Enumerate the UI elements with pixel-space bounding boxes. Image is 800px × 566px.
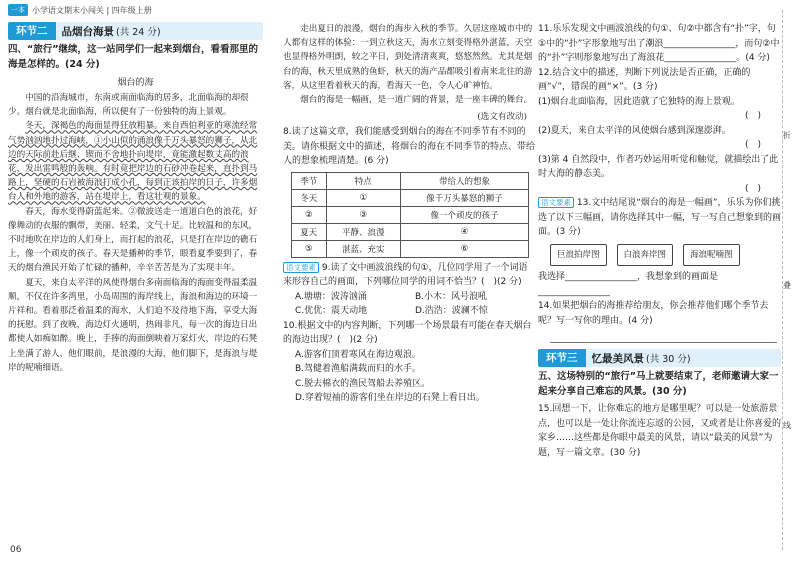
question-9: [283, 261, 535, 319]
answer-prompt[interactable]: 我选择________________，我想象到的画面是________________: [538, 272, 719, 297]
question-15-text: 15.回想一下，让你难忘的地方是哪里呢？可以是一处旅游景点，也可以是一处让你流连忘返的公园，又或者是让你喜爱的家乡……这些都是你眼中最美的风景，请以“最美的风景”为题，写一篇文章。(30 分): [538, 404, 782, 458]
table-cell[interactable]: ⑥: [401, 240, 529, 257]
page-header: [8, 4, 152, 16]
question-11-text: 11.乐乐发现文中画波浪线的句①、句②中都含有“扑”字，句①中的“扑”字形象地写出了潮浪________________，而句②中的“扑”字则形象地写出了海浪花________________。(4 分): [538, 24, 780, 63]
question-8: [283, 125, 535, 169]
scene-option[interactable]: 白浪奔岸图: [617, 244, 674, 267]
table-header-row: [292, 172, 529, 189]
answer-parens[interactable]: ( ): [744, 183, 761, 194]
paragraph-3: 春天，海水变得蔚蓝起来。②微波送走一道道白色的浪花，好像舞动的衣服的飘带，美丽、轻柔，文气十足。比较温和的东风，不时地吹在岸边的人们身上，而打起的浪花，只是打在岸边的礁石上，像一个顽皮的孩子。春天是播种的季节，眼看夏季要到了，春天的烟台渔民开始了忙碌的播种，辛辛苦苦是为了实现丰年。: [8, 206, 258, 274]
column-right: [538, 22, 781, 460]
paragraph-4: 夏天，来自太平洋的风使得烟台多南面临海的海面变得温柔温顺，不仅在许多湾里，小岛周围的海岸线上，海浪和海边的环境一片祥和。看着那泛着温柔的海水，人们迫不及待地下海，享受大海的抚慰。到了夜晚，海边灯火通明，热闹非凡，每一次的海边日出都使人如痴如醉。晚上，手捧的海面倒映着万家灯火，岸边的石凳上坐满了游人，他们眼前，是浪漫的大海，他们脚下，是海浪与堤岸的呢喃细语。: [8, 277, 258, 373]
table-cell: 湛蓝、充实: [326, 240, 401, 257]
judge-item: (3)第 4 自然段中，作者巧妙运用听觉和触觉，就描绘出了此时大海的静态美。: [538, 154, 779, 179]
question-12-text: 12.结合文中的描述，判断下列说法是否正确，正确的画“√”，错误的画“×”。(3 分): [538, 67, 751, 92]
question-four: 四、“旅行”继续，这一站同学们一起来到烟台，看看那里的海是怎样的。(24 分): [8, 44, 258, 70]
source-note: (选文有改动): [477, 112, 527, 123]
table-cell: 冬天: [292, 189, 327, 206]
question-14: [538, 299, 781, 343]
fold-mark: 折: [783, 131, 791, 140]
passage-continued: [283, 22, 535, 107]
question-12: [538, 66, 781, 197]
section-points: (共 24 分): [116, 27, 161, 38]
paragraph-6: 烟台的海是一幅画，是一道广阔的背景，是一座丰碑的舞台。: [300, 95, 533, 106]
scene-option[interactable]: 巨浪拍岸图: [550, 244, 607, 267]
paragraph-2: 冬天，深褐色的海面显得狂放粗暴。来自西伯利亚的寒流经常气势汹汹地扑过海峡，①小山似的涌浪像千万头暴怒的狮子，从北边的天际前赴后继、锲而不舍地扑向堤岸，竟能激起数丈高的浪花，发出雷鸣般的轰响。有时竟把岸边的石砂冲卷起来，直扑到马路上，坚硬的石岩被海浪打成小孔，每到正该拍岸的日子，许多烟台人和外地的游客，站在堤岸上，看这壮观的景象。: [8, 121, 258, 203]
paragraph-1: 中国的沿海城市，东南或南面临海的居多，北面临海的却很少。烟台就是北面临海，所以便有了一份独特的海上景观。: [8, 93, 249, 118]
question-9-text: 9.读了文中画波浪线的句①，几位同学用了一个词语来形容自己的画面，下列哪位同学的用词不恰当？( )(2 分): [283, 262, 528, 288]
season-table: [291, 172, 529, 258]
section-tag: 环节三: [538, 349, 586, 367]
section-points: (共 30 分): [646, 354, 691, 365]
column-left: [8, 22, 263, 375]
option[interactable]: D.穿着短袖的游客们坐在岸边的石凳上看日出。: [295, 393, 485, 404]
option[interactable]: C.优优：震天动地: [295, 306, 368, 317]
table-row: [292, 206, 529, 223]
table-cell[interactable]: ④: [401, 223, 529, 240]
section-three-header: [538, 349, 781, 367]
paragraph-5: 走出夏日的浪漫，烟台的海步入秋的季节。久居这座城市中的人都有这样的体验：一到立秋这天，海水立刻变得格外湛蓝，天空也显得格外明朗，较之平日，到处清清爽爽，悠悠然然。尤其是烟台的海，秋天里成熟的鱼虾，秋天的海产品都吸引着南来北往的游客，从这里看着秋天的海，看海天一色，令人心旷神怡。: [283, 24, 533, 91]
table-header: 带给人的想象: [401, 172, 529, 189]
scene-choices: [538, 240, 781, 271]
question-14-text: 14.如果把烟台的海推荐给朋友，你会推荐他们哪个季节去呢？写一写你的理由。(4 分): [538, 301, 769, 326]
question-10-text: 10.根据文中的内容判断，下列哪一个场景最有可能在春天烟台的海边出现？( )(2 分): [283, 320, 532, 346]
option[interactable]: C.脱去棉衣的渔民驾船去养殖区。: [295, 378, 431, 389]
fold-mark: 叠: [783, 281, 791, 290]
answer-parens[interactable]: ( ): [744, 111, 761, 121]
section-title: 忆最美风景: [591, 352, 644, 365]
question-five: 五、这场特别的“旅行”马上就要结束了，老师邀请大家一起来分享自己难忘的风景。(30 分): [538, 371, 779, 397]
table-row: [292, 240, 529, 257]
question-13-text: 13.文中结尾说“烟台的海是一幅画”，乐乐为你们挑选了以下三幅画，请你选择其中一幅，写一写自己想象到的画面。(3 分): [538, 198, 782, 237]
section-tag: 环节二: [8, 22, 56, 40]
fold-mark: 线: [783, 421, 791, 430]
option[interactable]: B.小木：风号浪吼: [415, 291, 488, 302]
table-cell[interactable]: ②: [292, 206, 327, 223]
column-middle: [283, 22, 535, 406]
table-cell[interactable]: ①: [326, 189, 401, 206]
passage-title: 烟台的海: [117, 78, 154, 88]
table-cell: 像一个顽皮的孩子: [401, 206, 529, 223]
section-two-header: [8, 22, 263, 40]
question-15: [538, 402, 781, 460]
table-cell[interactable]: ⑤: [292, 240, 327, 257]
option[interactable]: D.浩浩：波澜不惊: [415, 306, 488, 317]
question-9-options: [283, 290, 535, 319]
page-number: 06: [10, 545, 22, 555]
table-cell: 平静、浪漫: [326, 223, 401, 240]
question-11: [538, 22, 781, 66]
table-cell: 像千万头暴怒的狮子: [401, 189, 529, 206]
skill-badge: 语文要素: [283, 262, 319, 273]
passage-text: [8, 91, 263, 375]
table-row: [292, 223, 529, 240]
question-13: [538, 196, 781, 299]
table-row: [292, 189, 529, 206]
answer-line[interactable]: [550, 328, 777, 343]
table-header: 季节: [292, 172, 327, 189]
brand-logo: 一本: [8, 4, 28, 16]
table-cell: 夏天: [292, 223, 327, 240]
table-header: 特点: [326, 172, 401, 189]
table-cell[interactable]: ③: [326, 206, 401, 223]
option[interactable]: B.驾健着渔船满载而归的水手。: [295, 364, 422, 375]
question-10: [283, 319, 535, 406]
option[interactable]: A.游客们顶着寒风在海边观浪。: [295, 349, 421, 360]
answer-parens[interactable]: ( ): [744, 140, 761, 150]
option[interactable]: A.塘塘：波涛汹涌: [295, 291, 367, 302]
scene-option[interactable]: 海浪呢喃图: [683, 244, 740, 267]
question-8-text: 8.读了这篇文章，我们能感受到烟台的海在不同季节有不同的美。请你根据文中的描述，将烟台的海在不同季节的特点、带给人的想象梳理清楚。(6 分): [283, 127, 536, 167]
section-title: 品烟台海景: [61, 25, 114, 38]
header-text: 小学语文期末小闯关 | 四年级上册: [32, 5, 152, 15]
skill-badge: 语文要素: [538, 197, 574, 208]
judge-item: (1)烟台北面临海，因此造就了它独特的海上景观。: [538, 96, 740, 107]
judge-item: (2)夏天，来自太平洋的风使烟台感到深邃澎湃。: [538, 125, 731, 136]
